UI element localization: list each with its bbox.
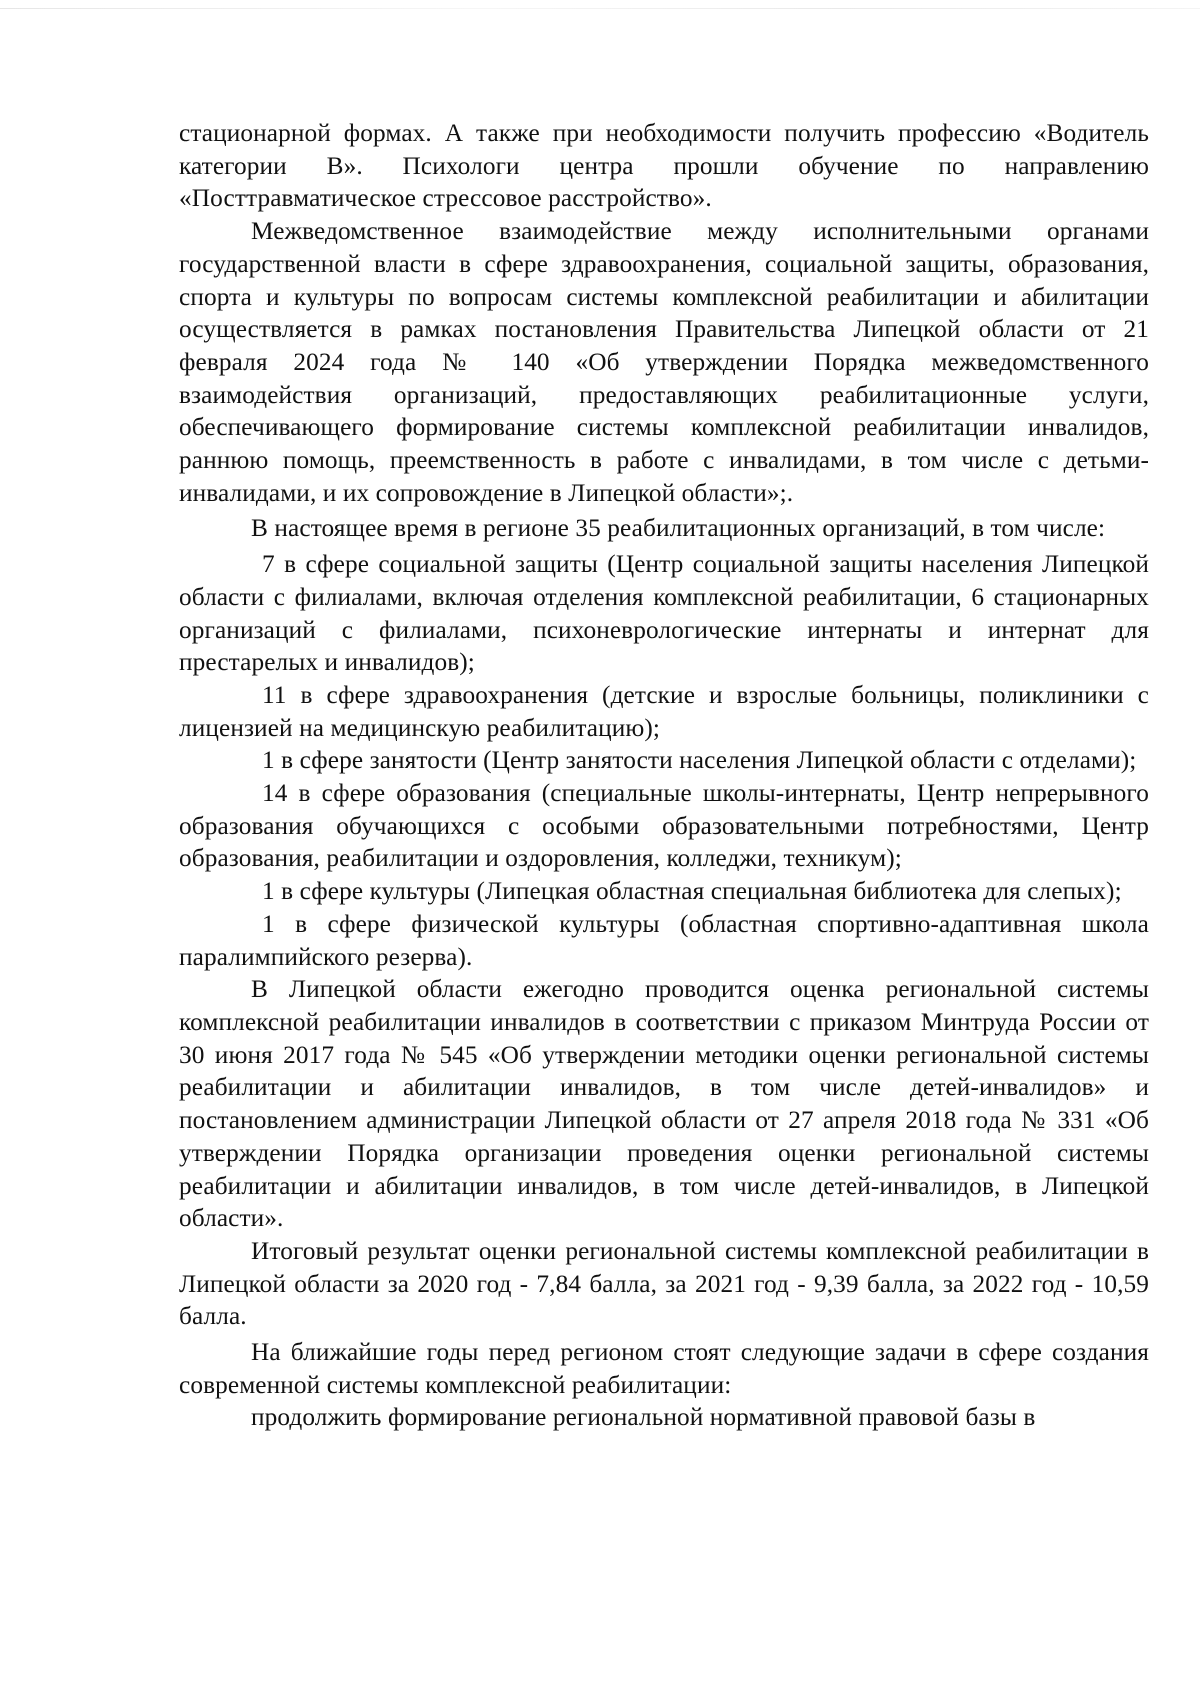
paragraph-upcoming-tasks: На ближайшие годы перед регионом стоят следующие задачи в сфере создания современной системы комплексной реабилитации: (179, 1338, 1149, 1399)
scan-edge-line (0, 8, 1200, 9)
paragraph-legal-base-task: продолжить формирование региональной нормативной правовой базы в (251, 1403, 1036, 1432)
list-item-education: 14 в сфере образования (специальные школы-интернаты, Центр непрерывного образования обучающихся с особыми образовательными потребностями, Центр образования, реабилитации и оздоровления, колледжи, техникум); (179, 779, 1149, 873)
list-item-social-protection: 7 в сфере социальной защиты (Центр социальной защиты населения Липецкой области с филиалами, включая отделения комплексной реабилитации, 6 стационарных организаций с филиалами, психоневрологические интернаты и интернат для престарелых и инвалидов); (179, 550, 1149, 677)
list-item-employment: 1 в сфере занятости (Центр занятости населения Липецкой области с отделами); (262, 746, 1137, 775)
paragraph-continuation-rehab-center: стационарной формах. А также при необходимости получить профессию «Водитель категории В». Психологи центра прошли обучение по направлению «Посттравматическое стрессовое расстройство». (179, 119, 1149, 213)
list-item-physical-culture: 1 в сфере физической культуры (областная спортивно-адаптивная школа паралимпийского резерва). (179, 909, 1149, 971)
paragraph-assessment-results: Итоговый результат оценки региональной системы комплексной реабилитации в Липецкой области за 2020 год - 7,84 балла, за 2021 год - 9,39 балла, за 2022 год - 10,59 балла. (179, 1236, 1149, 1331)
paragraph-system-assessment: В Липецкой области ежегодно проводится оценка региональной системы комплексной реабилитации инвалидов в соответствии с приказом Минтруда России от 30 июня 2017 года № 545 «Об утверждении методики оценки региональной системы реабилитации и абилитации инвалидов, в том числе детей-инвалидов» и постановлением администрации Липецкой области от 27 апреля 2018 года № 331 «Об утверждении Порядка организации проведения оценки региональной системы реабилитации и абилитации инвалидов, в том числе детей-инвалидов, в Липецкой области». (179, 975, 1149, 1233)
paragraph-interagency-cooperation: Межведомственное взаимодействие между исполнительными органами государственной власти в сфере здравоохранения, социальной защиты, образования, спорта и культуры по вопросам системы комплексной реабилитации и абилитации осуществляется в рамках постановления Правительства Липецкой области от 21 февраля 2024 года № 140 «Об утверждении Порядка межведомственного взаимодействия организаций, предоставляющих реабилитационные услуги, обеспечивающего формирование системы комплексной реабилитации инвалидов, раннюю помощь, преемственность в работе с инвалидами, в том числе с детьми-инвалидами, и их сопровождение в Липецкой области»;. (179, 217, 1149, 507)
list-item-culture: 1 в сфере культуры (Липецкая областная специальная библиотека для слепых); (262, 877, 1122, 906)
list-item-healthcare: 11 в сфере здравоохранения (детские и взрослые больницы, поликлиники с лицензией на медицинскую реабилитацию); (179, 680, 1149, 742)
document-body (179, 117, 1149, 1434)
paragraph-rehab-organizations-count: В настоящее время в регионе 35 реабилитационных организаций, в том числе: (251, 514, 1106, 543)
